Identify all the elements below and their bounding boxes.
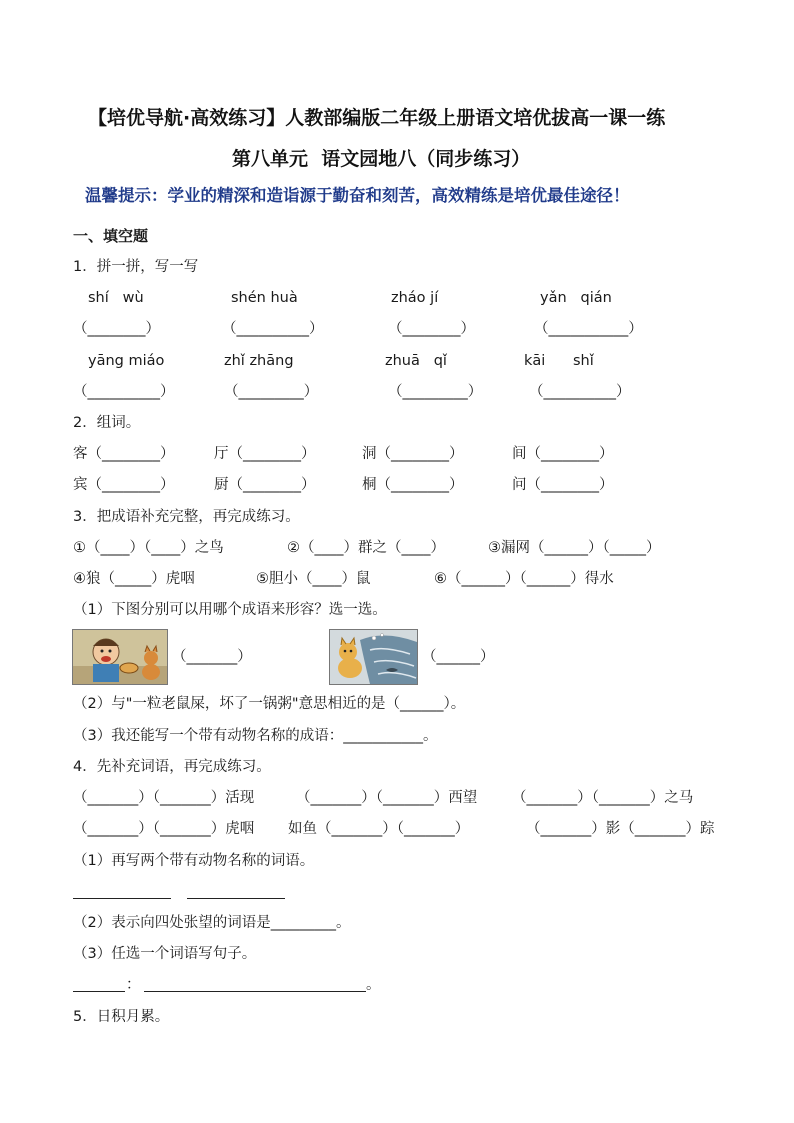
doc-subtitle: 第八单元 语文园地八（同步练习） xyxy=(232,148,531,170)
idiom-item[interactable]: ⑥（______）（______）得水 xyxy=(434,571,614,587)
answer-line[interactable] xyxy=(187,898,285,899)
phrase-item[interactable]: （_______）影（_______）踪 xyxy=(526,821,715,837)
boy-with-bread-and-cat-picture xyxy=(72,629,168,685)
idiom-item[interactable]: ②（____）群之（____） xyxy=(287,540,445,556)
q4-sub1: （1）再写两个带有动物名称的词语。 xyxy=(73,853,315,869)
answer-line[interactable] xyxy=(73,898,171,899)
q3-sub1: （1）下图分别可以用哪个成语来形容？选一选。 xyxy=(73,602,387,618)
cat-by-water-picture xyxy=(329,629,418,685)
doc-title: 【培优导航·高效练习】人教部编版二年级上册语文培优拔高一课一练 xyxy=(88,107,666,129)
pinyin-6: zhǐ zhāng xyxy=(224,353,294,369)
pinyin-5: yāng miáo xyxy=(88,353,165,369)
word-item[interactable]: 桐（________） xyxy=(362,477,464,493)
answer-line[interactable] xyxy=(73,991,125,992)
phrase-item[interactable]: （_______）（_______）虎咽 xyxy=(73,821,255,837)
answer-blank[interactable]: （_________） xyxy=(388,384,483,400)
answer-blank[interactable]: （________） xyxy=(388,321,475,337)
pinyin-1: shí wù xyxy=(88,290,144,306)
word-item[interactable]: 宾（________） xyxy=(73,477,175,493)
pinyin-4: yǎn qián xyxy=(540,290,612,306)
q5-title: 5．日积月累。 xyxy=(73,1009,170,1025)
q3-title: 3．把成语补充完整，再完成练习。 xyxy=(73,509,300,525)
q4-sub2: （2）表示向四处张望的词语是_________。 xyxy=(73,915,351,931)
q3-sub3: （3）我还能写一个带有动物名称的成语：___________。 xyxy=(73,728,438,744)
answer-line[interactable] xyxy=(144,991,366,992)
word-item[interactable]: 洞（________） xyxy=(362,446,464,462)
phrase-item[interactable]: （_______）（_______）活现 xyxy=(73,790,255,806)
phrase-item[interactable]: （_______）（_______）西望 xyxy=(296,790,478,806)
colon-mark: ： xyxy=(126,977,141,993)
word-item[interactable]: 问（________） xyxy=(512,477,614,493)
answer-blank[interactable]: （___________） xyxy=(534,321,643,337)
word-item[interactable]: 客（________） xyxy=(73,446,175,462)
pinyin-8: kāi shǐ xyxy=(524,353,594,369)
q4-title: 4．先补充词语，再完成练习。 xyxy=(73,759,271,775)
q1-title: 1．拼一拼，写一写 xyxy=(73,259,199,275)
pinyin-2: shén huà xyxy=(231,290,298,306)
answer-blank[interactable]: （__________） xyxy=(222,321,324,337)
answer-blank[interactable]: （_________） xyxy=(224,384,319,400)
answer-blank[interactable]: （______） xyxy=(422,649,495,665)
answer-blank[interactable]: （_______） xyxy=(172,649,252,665)
idiom-item[interactable]: ④狼（_____）虎咽 xyxy=(73,571,195,587)
q4-sub3: （3）任选一个词语写句子。 xyxy=(73,946,257,962)
q3-sub2: （2）与"一粒老鼠屎，坏了一锅粥"意思相近的是（______）。 xyxy=(73,696,466,712)
word-item[interactable]: 厨（________） xyxy=(214,477,316,493)
word-item[interactable]: 间（________） xyxy=(512,446,614,462)
answer-blank[interactable]: （__________） xyxy=(73,384,175,400)
tip-text: 温馨提示：学业的精深和造诣源于勤奋和刻苦，高效精练是培优最佳途径！ xyxy=(85,186,630,205)
idiom-item[interactable]: ③漏网（______）（_____） xyxy=(488,540,661,556)
answer-blank[interactable]: （__________） xyxy=(529,384,631,400)
pinyin-3: zháo jí xyxy=(391,290,439,306)
phrase-item[interactable]: （_______）（_______）之马 xyxy=(512,790,694,806)
section-heading: 一、填空题 xyxy=(73,227,149,245)
pinyin-7: zhuā qǐ xyxy=(385,353,447,369)
idiom-item[interactable]: ⑤胆小（____）鼠 xyxy=(256,571,371,587)
period-mark: 。 xyxy=(366,977,381,993)
idiom-item[interactable]: ①（____）（____）之鸟 xyxy=(73,540,224,556)
phrase-item[interactable]: 如鱼（_______）（_______） xyxy=(288,821,470,837)
answer-blank[interactable]: （________） xyxy=(73,321,160,337)
q2-title: 2．组词。 xyxy=(73,415,141,431)
word-item[interactable]: 厅（________） xyxy=(214,446,316,462)
